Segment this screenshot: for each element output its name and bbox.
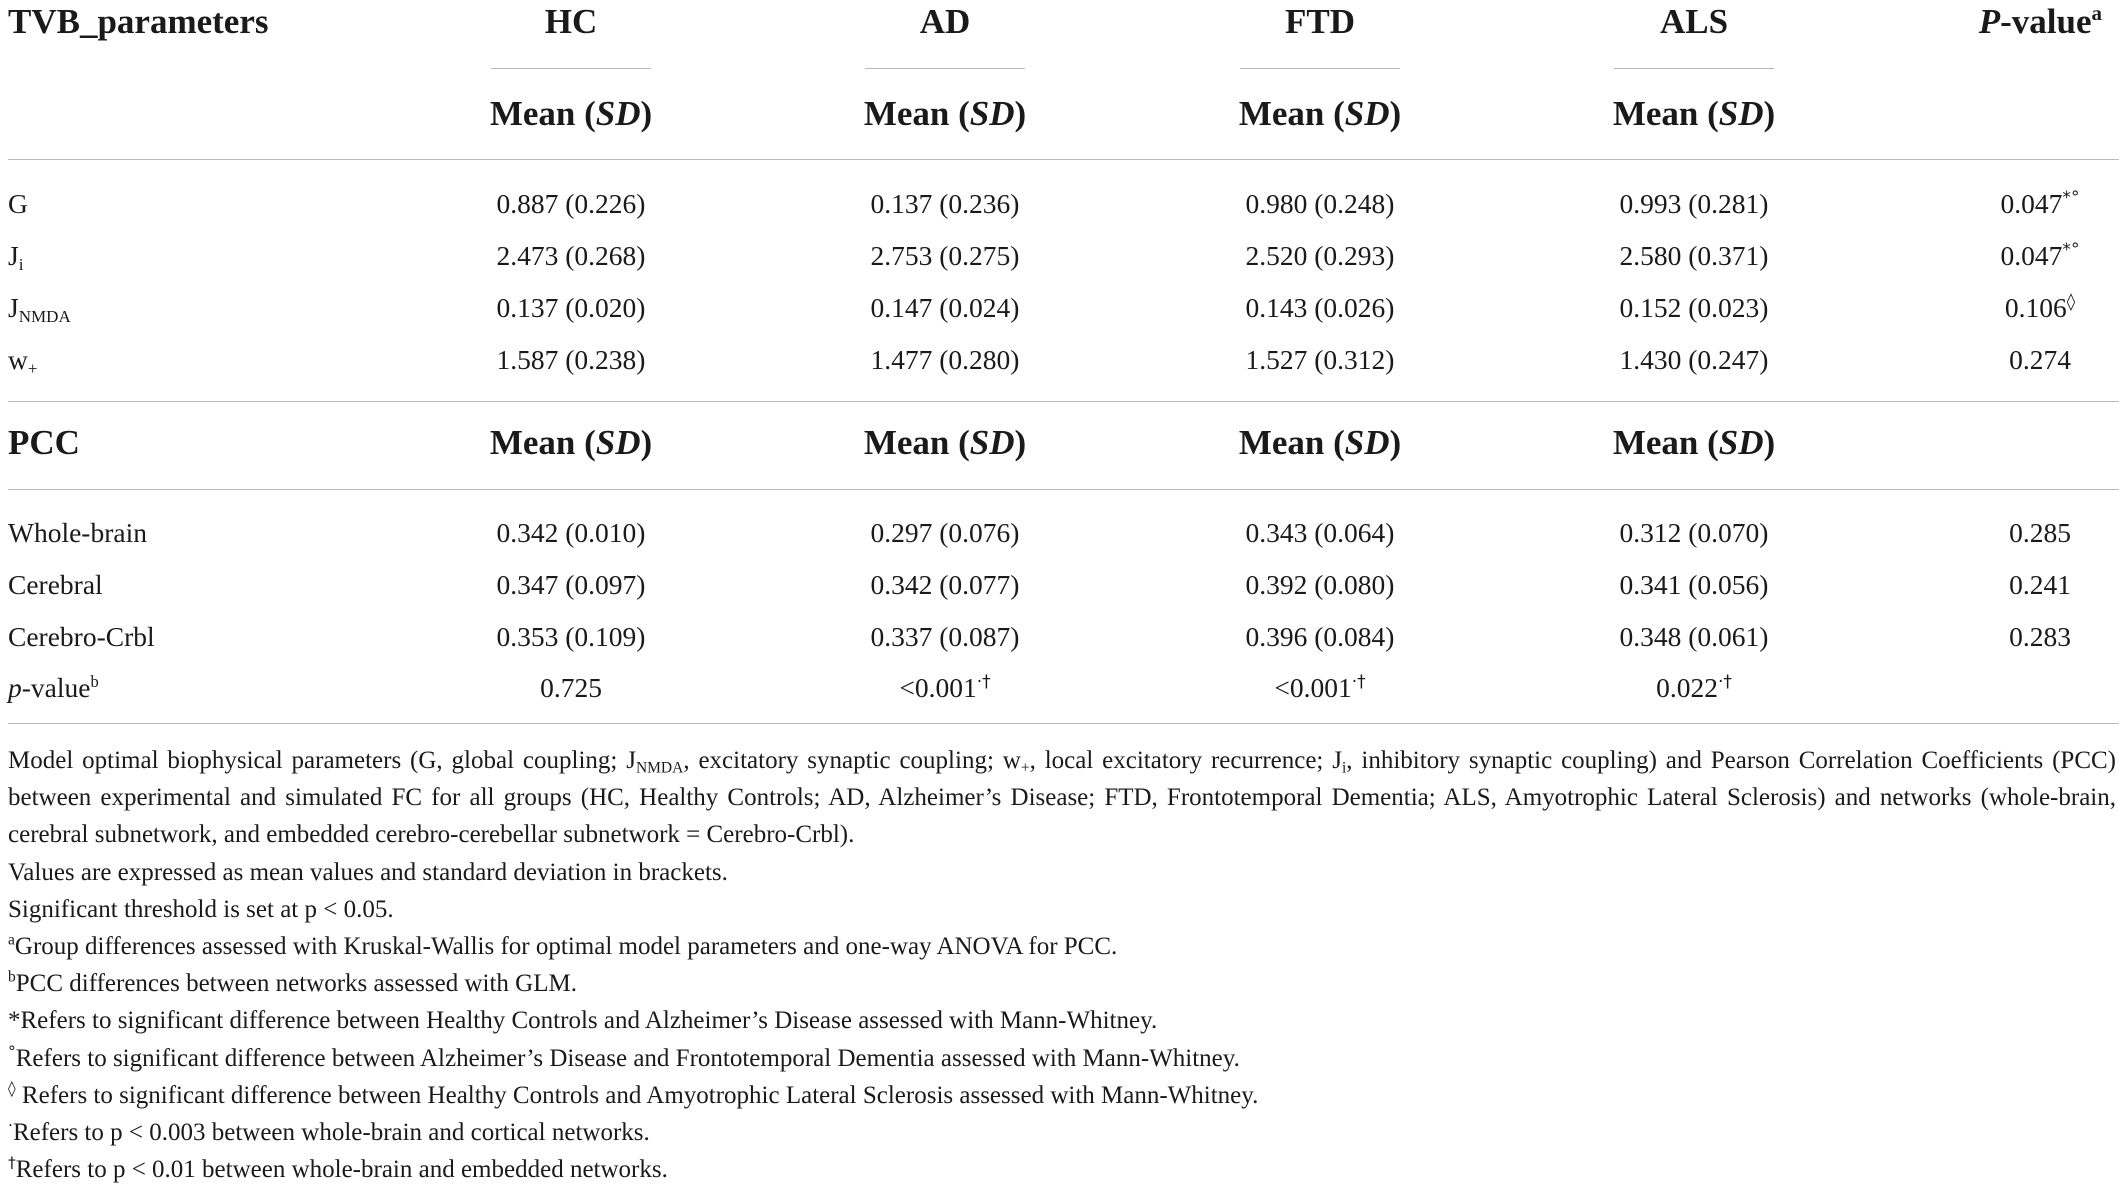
value-cell-ftd: <0.001·† xyxy=(1274,671,1366,703)
value-cell-ad: 1.477 (0.280) xyxy=(870,344,1020,375)
mean-sd-header-als: Mean (SD) xyxy=(1612,94,1776,133)
value-cell-ad: 0.342 (0.077) xyxy=(870,569,1020,600)
significance-marks: ·† xyxy=(1717,671,1732,692)
sd-label: SD xyxy=(969,423,1015,462)
value-cell-als: 0.348 (0.061) xyxy=(1619,621,1769,652)
table-footnotes xyxy=(8,742,2116,1188)
pvalue-label-rest: -value xyxy=(2000,2,2092,41)
section-divider xyxy=(8,401,2119,402)
mean-label: Mean xyxy=(1238,423,1325,462)
header-rule-ftd xyxy=(1240,68,1400,69)
value-cell-hc: 2.473 (0.268) xyxy=(496,240,646,271)
value-cell-als: 2.580 (0.371) xyxy=(1619,240,1769,271)
sd-label: SD xyxy=(595,423,641,462)
pcc-mean-sd-header-ftd: Mean (SD) xyxy=(1238,423,1402,462)
value-cell-ad: 0.137 (0.236) xyxy=(870,188,1020,219)
row-label: $J_{NMDA}$ xyxy=(8,292,71,326)
pvalue-label-italic: P xyxy=(1978,2,2001,41)
value-cell-ftd: 0.343 (0.064) xyxy=(1245,517,1395,548)
value-cell-hc: 0.137 (0.020) xyxy=(496,292,646,323)
column-header-als: ALS xyxy=(1659,2,1729,41)
footnote-mark: b xyxy=(90,671,99,691)
column-header-parameters: TVB_parameters xyxy=(8,2,269,41)
footnote-dagger: †Refers to p < 0.01 between whole-brain and embedded networks. xyxy=(8,1153,668,1184)
footnote-a: $^a$Group differences assessed with Kruskal-Wallis for optimal model parameters and one-way ANOVA for PCC. xyxy=(8,931,1118,961)
significance-marks: *° xyxy=(2062,239,2080,260)
sd-label: SD xyxy=(1718,94,1764,133)
pvalue-footnote-mark: a xyxy=(2091,0,2102,25)
footnote-b: $^b$PCC differences between networks assessed with GLM. xyxy=(8,968,577,998)
row-label: G xyxy=(8,188,28,219)
column-header-ftd: FTD xyxy=(1285,2,1355,41)
sd-label: SD xyxy=(1344,94,1390,133)
pvalue-cell: 0.285 xyxy=(2009,517,2071,548)
table-bottom-rule xyxy=(8,723,2119,724)
pcc-section-header: PCC xyxy=(8,423,80,462)
footnote-line: Values are expressed as mean values and standard deviation in brackets. xyxy=(8,858,728,886)
mean-label: Mean xyxy=(1238,94,1325,133)
significance-marks: ◊ xyxy=(2066,291,2076,312)
footnote-mark: · xyxy=(8,1116,13,1135)
value-cell-hc: 0.347 (0.097) xyxy=(496,569,646,600)
header-rule-als xyxy=(1614,68,1774,69)
value-cell-als: 0.993 (0.281) xyxy=(1619,188,1769,219)
value-cell-als: 0.341 (0.056) xyxy=(1619,569,1769,600)
value-cell-hc: 0.725 xyxy=(540,672,602,703)
mean-label: Mean xyxy=(863,423,950,462)
value-cell-als: 0.312 (0.070) xyxy=(1619,517,1769,548)
row-label: $w_+$ xyxy=(8,344,38,378)
row-label: Cerebro-Crbl xyxy=(8,621,155,652)
footnote-lozenge: ◊ Refers to significant difference between Healthy Controls and Amyotrophic Lateral Sclerosis assessed with Mann-Whitney. xyxy=(8,1079,1259,1109)
value-cell-ftd: 1.527 (0.312) xyxy=(1245,344,1395,375)
value-cell-ftd: 0.392 (0.080) xyxy=(1245,569,1395,600)
value-cell-hc: 0.342 (0.010) xyxy=(496,517,646,548)
row-label: $J_i$ xyxy=(8,240,24,274)
header-divider xyxy=(8,159,2119,160)
footnote-dot: ·Refers to p < 0.003 between whole-brain and cortical networks. xyxy=(8,1116,650,1147)
footnote-line: Significant threshold is set at p < 0.05. xyxy=(8,895,394,923)
column-header-ad: AD xyxy=(919,2,971,41)
mean-sd-header-ad: Mean (SD) xyxy=(863,94,1027,133)
pcc-mean-sd-header-ad: Mean (SD) xyxy=(863,423,1027,462)
value-cell-ad: 0.147 (0.024) xyxy=(870,292,1020,323)
sd-label: SD xyxy=(969,94,1015,133)
pcc-mean-sd-header-als: Mean (SD) xyxy=(1612,423,1776,462)
value-cell-ftd: 0.143 (0.026) xyxy=(1245,292,1395,323)
value-cell-als: 1.430 (0.247) xyxy=(1619,344,1769,375)
mean-sd-header-ftd: Mean (SD) xyxy=(1238,94,1402,133)
column-header-pvalue xyxy=(1979,2,2102,42)
mean-sd-header-hc: Mean (SD) xyxy=(489,94,653,133)
significance-marks: *° xyxy=(2062,187,2080,208)
pvalue-cell: 0.283 xyxy=(2009,621,2071,652)
row-label: Cerebral xyxy=(8,569,103,600)
footnote-mark: b xyxy=(8,968,16,986)
value-cell-hc: 0.353 (0.109) xyxy=(496,621,646,652)
value-cell-hc: 1.587 (0.238) xyxy=(496,344,646,375)
footnote-mark: ◊ xyxy=(8,1079,16,1098)
row-label: p-value$^b$ xyxy=(8,671,99,703)
mean-label: Mean xyxy=(1612,423,1699,462)
footnote-degree: °Refers to significant difference between Alzheimer’s Disease and Frontotemporal Dementia assessed with Mann-Whitney. xyxy=(8,1042,1240,1072)
mean-label: Mean xyxy=(489,423,576,462)
value-cell-hc: 0.887 (0.226) xyxy=(496,188,646,219)
sd-label: SD xyxy=(1718,423,1764,462)
footnote-mark: a xyxy=(8,931,15,949)
row-label: Whole-brain xyxy=(8,517,147,548)
sd-label: SD xyxy=(1344,423,1390,462)
header-rule-ad xyxy=(865,68,1025,69)
value-cell-ftd: 0.980 (0.248) xyxy=(1245,188,1395,219)
value-cell-als: 0.152 (0.023) xyxy=(1619,292,1769,323)
mean-label: Mean xyxy=(863,94,950,133)
footnote-asterisk: *Refers to significant difference between Healthy Controls and Alzheimer’s Disease assessed with Mann-Whitney. xyxy=(8,1007,1158,1035)
mean-label: Mean xyxy=(1612,94,1699,133)
significance-marks: ·† xyxy=(1351,671,1366,692)
pvalue-cell: 0.241 xyxy=(2009,569,2071,600)
footnote-mark: ° xyxy=(8,1042,16,1061)
value-cell-ad: 0.297 (0.076) xyxy=(870,517,1020,548)
footnote-mark: † xyxy=(8,1153,16,1172)
value-cell-ftd: 2.520 (0.293) xyxy=(1245,240,1395,271)
pcc-mean-sd-header-hc: Mean (SD) xyxy=(489,423,653,462)
sd-label: SD xyxy=(595,94,641,133)
value-cell-ad: <0.001·† xyxy=(899,671,991,703)
value-cell-ad: 2.753 (0.275) xyxy=(870,240,1020,271)
pvalue-cell: 0.047*° xyxy=(2000,239,2080,271)
column-header-hc: HC xyxy=(544,2,598,41)
value-cell-ftd: 0.396 (0.084) xyxy=(1245,621,1395,652)
pvalue-cell: 0.106◊ xyxy=(2004,291,2076,323)
value-cell-als: 0.022·† xyxy=(1656,671,1732,703)
header-rule-hc xyxy=(491,68,651,69)
table-caption: Model optimal biophysical parameters (G, global coupling; $J_{NMDA}$, excitatory synaptic coupling; $w_+$, local excitatory recurrence; $J_i$, inhibitory synaptic coupling) and Pearson Correlation Coefficients (PCC) between experimental and simulated FC for all groups (HC, Healthy Controls; AD, Alzheimer’s Disease; FTD, Frontotemporal Dementia; ALS, Amyotrophic Lateral Sclerosis) and networks (whole-brain, cerebral subnetwork, and embedded cerebro-cerebellar subnetwork = Cerebro-Crbl). xyxy=(8,747,2116,849)
significance-marks: ·† xyxy=(976,671,991,692)
pvalue-cell: 0.274 xyxy=(2009,344,2071,375)
pvalue-cell: 0.047*° xyxy=(2000,187,2080,219)
value-cell-ad: 0.337 (0.087) xyxy=(870,621,1020,652)
mean-label: Mean xyxy=(489,94,576,133)
pcc-header-divider xyxy=(8,489,2119,490)
